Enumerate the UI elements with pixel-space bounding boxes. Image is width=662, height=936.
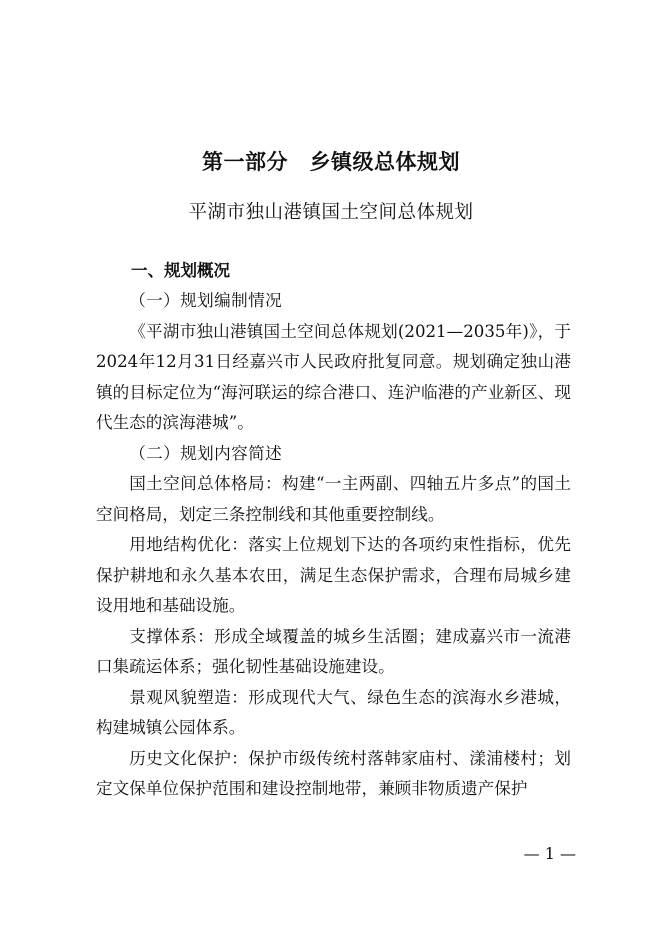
page-number: — 1 — (523, 844, 576, 863)
document-body (96, 286, 571, 805)
paragraph-spatial-pattern: 国土空间总体格局：构建“一主两副、四轴五片多点”的国土空间格局，划定三条控制线和其他重要控制线。 (96, 474, 571, 524)
paragraph-heritage: 历史文化保护：保护市级传统村落韩家庙村、漾浦楼村；划定文保单位保护范围和建设控制地带，兼顾非物质遗产保护 (96, 748, 571, 798)
paragraph-land-use: 用地结构优化：落实上位规划下达的各项约束性指标，优先保护耕地和永久基本农田，满足生态保护需求，合理布局城乡建设用地和基础设施。 (96, 535, 571, 615)
part-title: 第一部分 乡镇级总体规划 (202, 150, 460, 174)
paragraph-landscape: 景观风貌塑造：形成现代大气、绿色生态的滨海水乡港城，构建城镇公园体系。 (96, 687, 571, 737)
plan-title: 平湖市独山港镇国土空间总体规划 (188, 202, 474, 223)
paragraph-approval: 《平湖市独山港镇国土空间总体规划(2021—2035年)》，于2024年12月31日经嘉兴市人民政府批复同意。规划确定独山港镇的目标定位为“海河联运的综合港口、连沪临港的产业新区、现代生态的滨海港城”。 (96, 321, 571, 432)
sub-heading-content: （二）规划内容简述 (129, 443, 283, 463)
sub-heading-compilation: （一）规划编制情况 (129, 291, 283, 310)
section-heading: 一、规划概况 (131, 261, 230, 280)
paragraph-support-system: 支撑体系：形成全域覆盖的城乡生活圈；建成嘉兴市一流港口集疏运体系；强化韧性基础设施建设。 (96, 626, 571, 676)
